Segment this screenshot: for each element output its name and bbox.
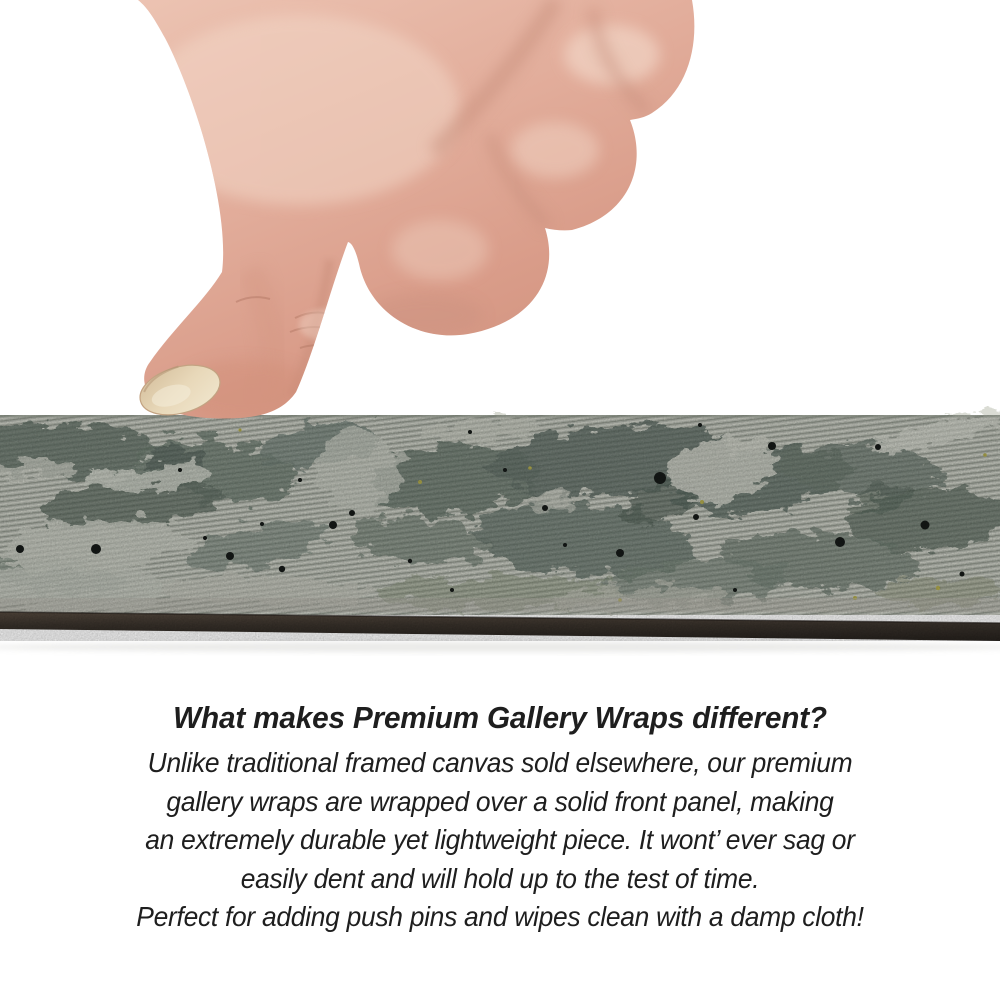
caption-line-4: easily dent and will hold up to the test of time.	[240, 862, 760, 894]
canvas-grain	[0, 415, 1000, 641]
caption-block	[20, 698, 980, 937]
caption-line-3: an extremely durable yet lightweight piece. It wont’ ever sag or	[145, 824, 855, 855]
canvas-top-edge-line	[0, 415, 1000, 418]
knuckle-highlight	[511, 122, 599, 178]
hand-photo	[134, 0, 694, 423]
caption-line-5: Perfect for adding push pins and wipes clean with a damp cloth!	[136, 901, 864, 932]
panel-drop-shadow	[0, 642, 1000, 652]
caption-heading: What makes Premium Gallery Wraps different?	[173, 700, 827, 735]
canvas-strip-photo	[0, 403, 1000, 652]
hand-highlight	[140, 15, 460, 205]
thumb-sheen	[299, 309, 351, 341]
caption-line-1: Unlike traditional framed canvas sold elsewhere, our premium	[147, 747, 853, 778]
knuckle-highlight	[392, 220, 488, 280]
caption-line-2: gallery wraps are wrapped over a solid front panel, making	[166, 785, 834, 817]
fingertip-shadow	[367, 293, 483, 337]
